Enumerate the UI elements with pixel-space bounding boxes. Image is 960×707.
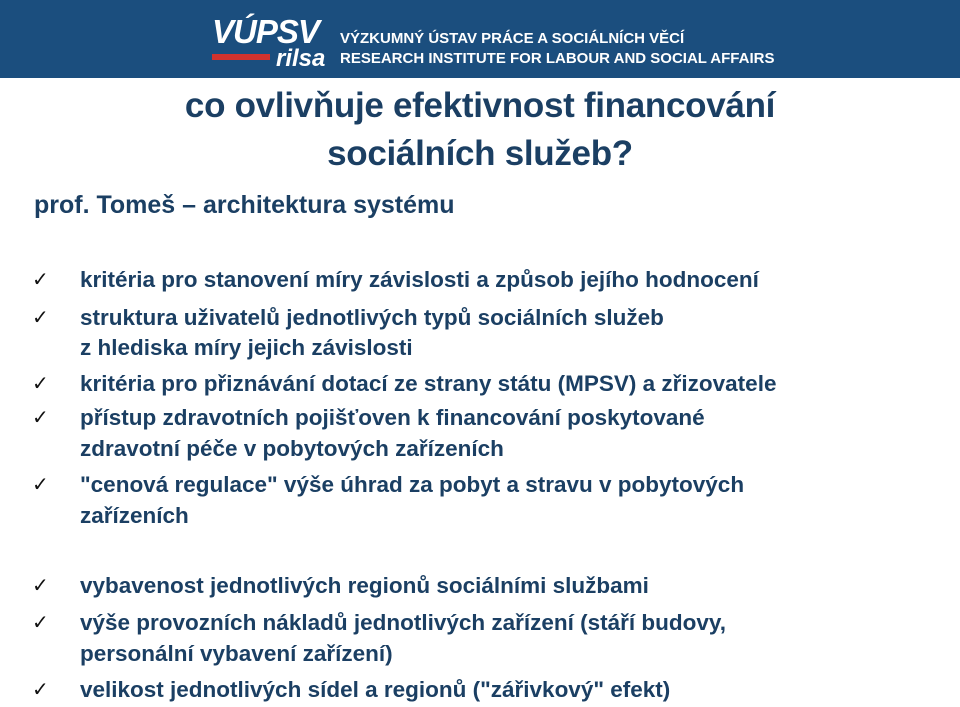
logo-accent-bar xyxy=(212,54,270,60)
bullet-text: kritéria pro stanovení míry závislosti a způsob jejího hodnocení xyxy=(80,267,759,292)
bullet-text: přístup zdravotních pojišťoven k financování poskytované xyxy=(80,405,705,430)
bullet-text: zdravotní péče v pobytových zařízeních xyxy=(80,436,504,461)
institute-name-cz: VÝZKUMNÝ ÚSTAV PRÁCE A SOCIÁLNÍCH VĚCÍ xyxy=(340,30,685,47)
bullet-text: výše provozních nákladů jednotlivých zařízení (stáří budovy, xyxy=(80,610,726,635)
vupsv-logo xyxy=(212,14,330,72)
checkmark-icon: ✓ xyxy=(32,677,49,701)
slide-subtitle: prof. Tomeš – architektura systému xyxy=(34,191,455,219)
slide-title-line2: sociálních služeb? xyxy=(327,134,633,173)
bullet-text: personální vybavení zařízení) xyxy=(80,641,393,666)
bullet-text: struktura uživatelů jednotlivých typů sociálních služeb xyxy=(80,305,664,330)
checkmark-icon: ✓ xyxy=(32,610,49,634)
checkmark-icon: ✓ xyxy=(32,371,49,395)
bullet-text: vybavenost jednotlivých regionů sociálními službami xyxy=(80,573,649,598)
bullet-text: velikost jednotlivých sídel a regionů ("zářivkový" efekt) xyxy=(80,677,671,702)
logo-sub-text: rilsa xyxy=(276,45,326,72)
checkmark-icon: ✓ xyxy=(32,267,49,291)
bullet-text: z hlediska míry jejich závislosti xyxy=(80,335,413,360)
bullet-text: kritéria pro přiznávání dotací ze strany státu (MPSV) a zřizovatele xyxy=(80,371,777,396)
institute-name-en: RESEARCH INSTITUTE FOR LABOUR AND SOCIAL AFFAIRS xyxy=(340,50,775,67)
checkmark-icon: ✓ xyxy=(32,405,49,429)
bullet-text: "cenová regulace" výše úhrad za pobyt a stravu v pobytových xyxy=(80,472,745,497)
checkmark-icon: ✓ xyxy=(32,305,49,329)
checkmark-icon: ✓ xyxy=(32,472,49,496)
bullet-text: zařízeních xyxy=(80,503,189,528)
checkmark-icon: ✓ xyxy=(32,573,49,597)
header-banner xyxy=(0,0,960,78)
logo-main-text: VÚPSV xyxy=(212,13,319,50)
slide-title-line1: co ovlivňuje efektivnost financování xyxy=(184,86,776,125)
